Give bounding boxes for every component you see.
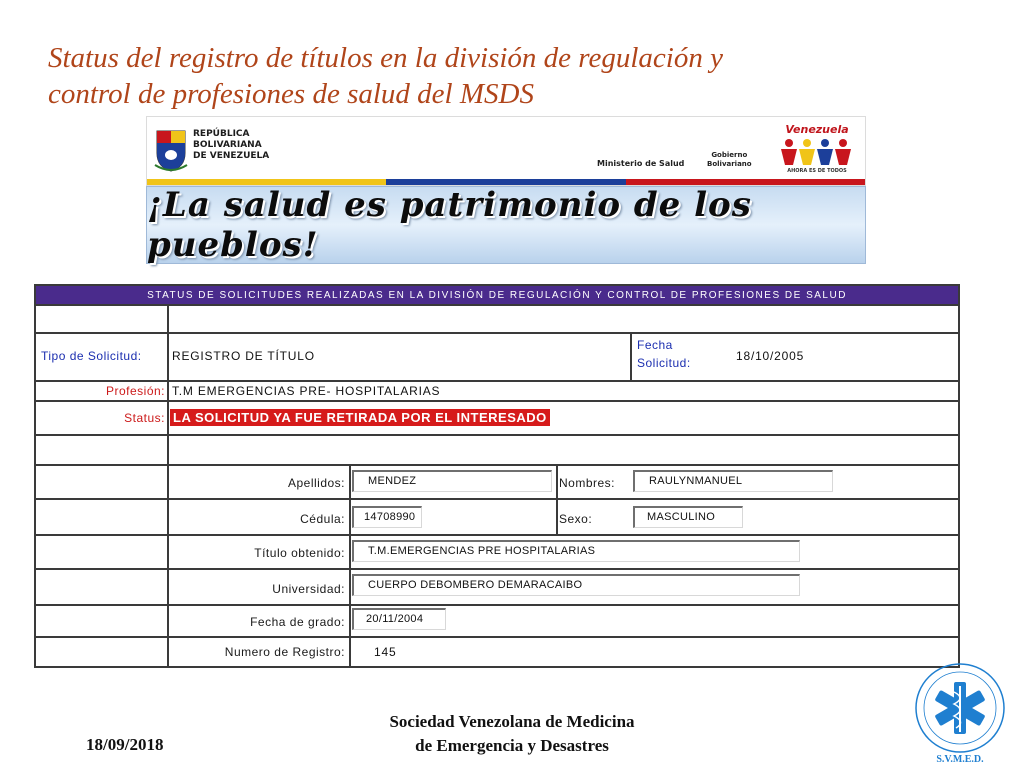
republica-text: REPÚBLICA BOLIVARIANA DE VENEZUELA <box>193 129 270 161</box>
nombres-label: Nombres: <box>559 476 616 490</box>
nombres-field[interactable]: RAULYNMANUEL <box>633 470 833 492</box>
form-row-blank-1 <box>36 306 958 334</box>
fecha-solicitud-value: 18/10/2005 <box>736 349 805 363</box>
health-banner <box>146 186 866 264</box>
venezuela-slogan: AHORA ES DE TODOS <box>787 168 847 174</box>
form-row-universidad <box>36 570 958 606</box>
status-label: Status: <box>124 411 165 425</box>
form-row-tipo <box>36 334 958 382</box>
sexo-field[interactable]: MASCULINO <box>633 506 743 528</box>
registro-value: 145 <box>374 645 397 659</box>
form-row-profesion <box>36 382 958 402</box>
form-row-fecha-grado <box>36 606 958 638</box>
svmed-logo-icon <box>904 662 1016 766</box>
titulo-field[interactable]: T.M.EMERGENCIAS PRE HOSPITALARIAS <box>352 540 800 562</box>
footer-date: 18/09/2018 <box>86 735 164 754</box>
footer-org-line-2: de Emergencia y Desastres <box>415 736 609 755</box>
fecha-grado-field[interactable]: 20/11/2004 <box>352 608 446 630</box>
cedula-label: Cédula: <box>300 512 345 526</box>
venezuela-logo <box>775 123 859 179</box>
people-figures-icon <box>779 137 855 167</box>
titulo-label: Título obtenido: <box>254 546 345 560</box>
form-row-registro <box>36 638 958 666</box>
apellidos-field[interactable]: MENDEZ <box>352 470 552 492</box>
status-value: LA SOLICITUD YA FUE RETIRADA POR EL INTERESADO <box>170 409 550 426</box>
sexo-label: Sexo: <box>559 512 593 526</box>
form-header-bar: STATUS DE SOLICITUDES REALIZADAS EN LA DIVISIÓN DE REGULACIÓN Y CONTROL DE PROFESIONES DE SALUD <box>36 286 958 306</box>
slide-title <box>48 40 888 112</box>
tipo-value: REGISTRO DE TÍTULO <box>172 349 315 363</box>
coat-of-arms-icon <box>153 125 189 173</box>
banner-text: ¡La salud es patrimonio de los pueblos! <box>147 185 752 265</box>
tipo-label: Tipo de Solicitud: <box>41 349 142 363</box>
registro-label: Numero de Registro: <box>224 645 345 659</box>
form-row-blank-2 <box>36 436 958 466</box>
universidad-field[interactable]: CUERPO DEBOMBERO DEMARACAIBO <box>352 574 800 596</box>
fecha-grado-label: Fecha de grado: <box>250 615 345 629</box>
ministerio-text: Ministerio de Salud <box>597 159 685 168</box>
fecha-solicitud-label-1: Fecha <box>637 338 673 352</box>
slide-title-line-2: control de profesiones de salud del MSDS <box>48 78 534 110</box>
form-row-status <box>36 402 958 436</box>
status-form <box>34 284 960 668</box>
profesion-label: Profesión: <box>105 384 165 398</box>
form-row-apellidos <box>36 466 958 500</box>
venezuela-word: Venezuela <box>785 123 849 136</box>
universidad-label: Universidad: <box>272 582 345 596</box>
gobierno-text: Gobierno Bolivariano <box>707 151 752 168</box>
fecha-solicitud-label-2: Solicitud: <box>637 356 691 370</box>
slide-title-line-1: Status del registro de títulos en la división de regulación y <box>48 42 723 74</box>
form-row-titulo <box>36 536 958 570</box>
government-header <box>146 116 866 186</box>
profesion-value: T.M EMERGENCIAS PRE- HOSPITALARIAS <box>172 384 441 398</box>
cedula-field[interactable]: 14708990 <box>352 506 422 528</box>
svmed-logo-text: S.V.M.E.D. <box>936 754 984 765</box>
footer-org-line-1: Sociedad Venezolana de Medicina <box>389 712 635 731</box>
apellidos-label: Apellidos: <box>287 476 345 490</box>
footer-organization <box>342 710 682 758</box>
form-row-cedula <box>36 500 958 536</box>
